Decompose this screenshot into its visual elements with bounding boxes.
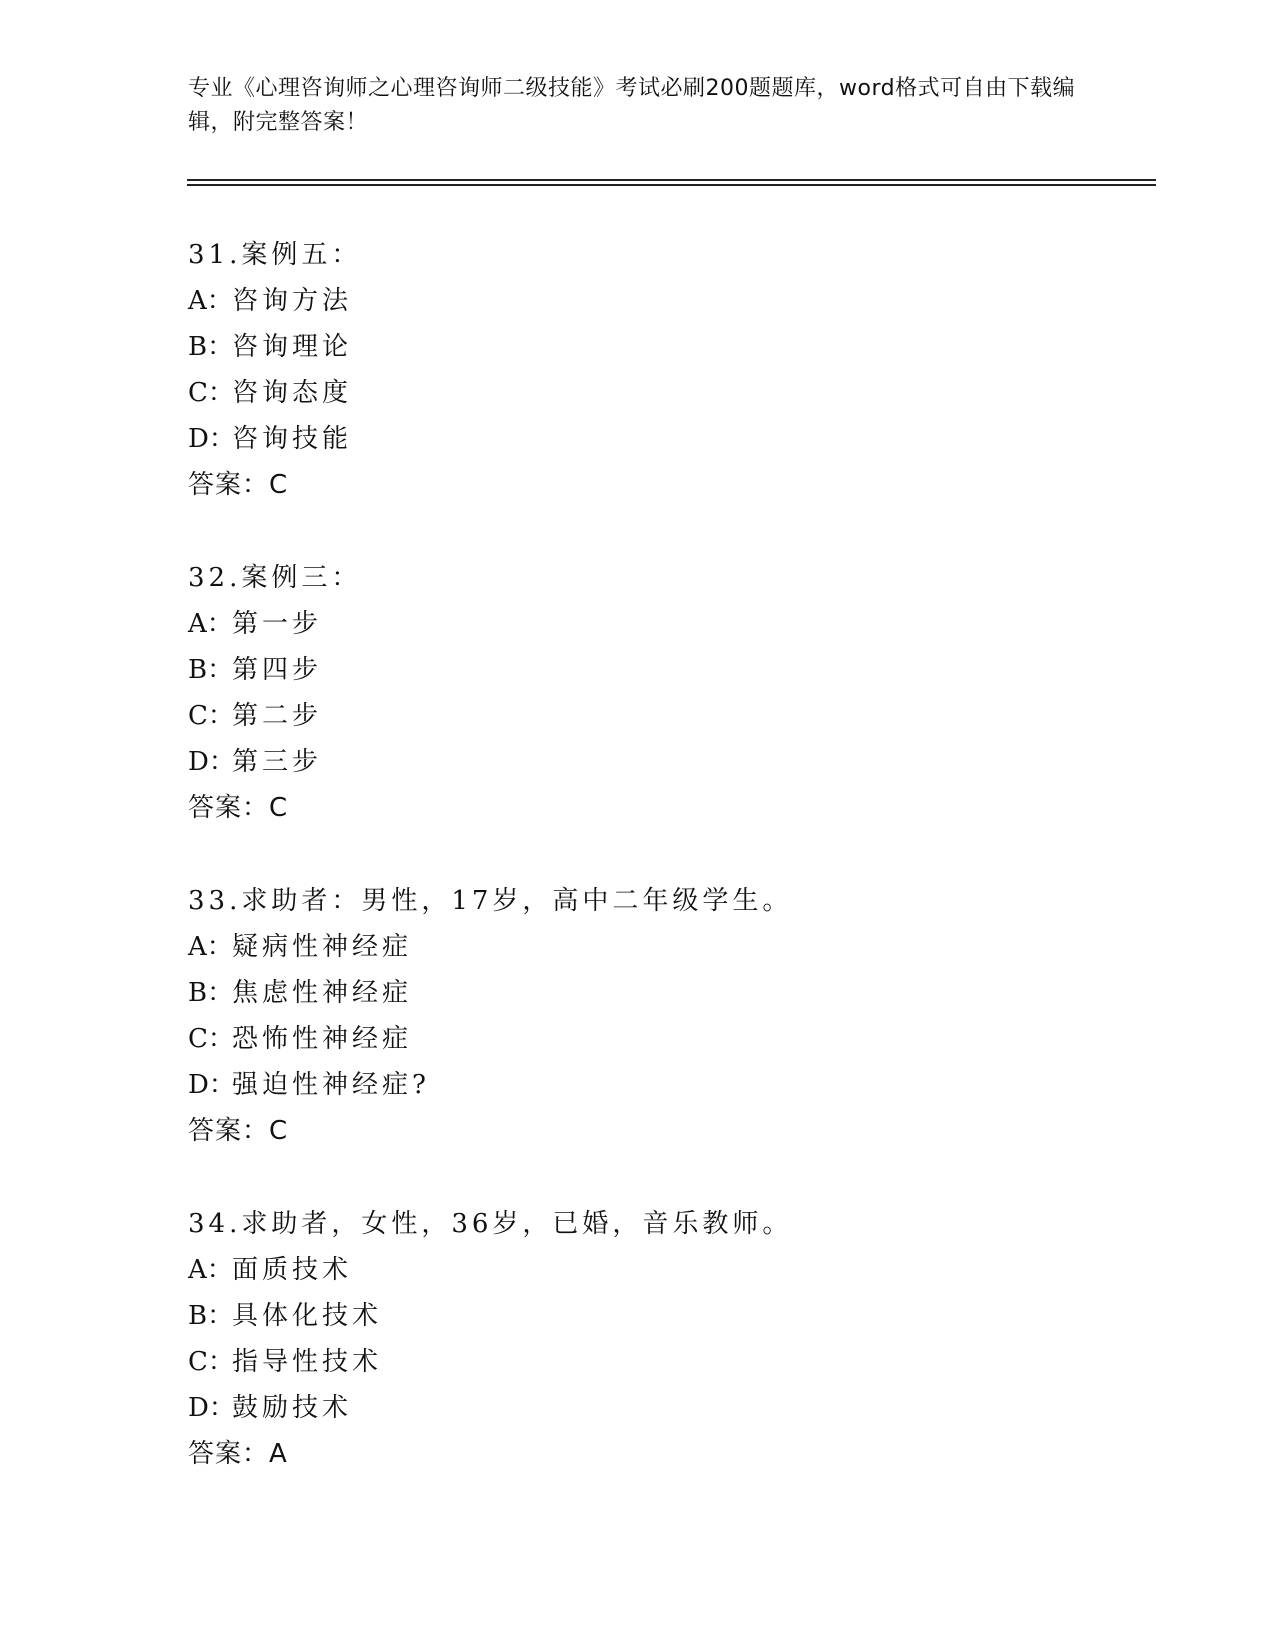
option-text: 第四步 xyxy=(232,655,323,685)
document-header: 专业《心理咨询师之心理咨询师二级技能》考试必刷200题题库，word格式可自由下载编辑，附完整答案！ xyxy=(188,76,1076,135)
answer-line: 答案：C xyxy=(188,470,289,500)
option-text: 咨询技能 xyxy=(232,424,353,454)
option-text: 咨询方法 xyxy=(232,286,353,316)
answer-line: 答案：C xyxy=(188,1116,289,1146)
question-32 xyxy=(188,555,1148,831)
option-label: A： xyxy=(188,286,233,316)
option-text: 具体化技术 xyxy=(232,1301,383,1331)
option-a xyxy=(188,278,1148,324)
question-34 xyxy=(188,1201,1148,1477)
option-b xyxy=(188,647,1148,693)
option-label: C： xyxy=(188,1024,234,1054)
option-d xyxy=(188,1062,1148,1108)
option-label: C： xyxy=(188,701,234,731)
question-list xyxy=(188,232,1148,1524)
option-d xyxy=(188,1385,1148,1431)
option-label: D： xyxy=(188,424,235,454)
option-text: 鼓励技术 xyxy=(232,1393,353,1423)
option-c xyxy=(188,370,1148,416)
option-text: 第一步 xyxy=(232,609,323,639)
option-text: 指导性技术 xyxy=(232,1347,383,1377)
option-text: 面质技术 xyxy=(232,1255,353,1285)
header-divider-top xyxy=(187,179,1156,181)
option-d xyxy=(188,416,1148,462)
option-text: 强迫性神经症? xyxy=(232,1070,430,1100)
option-label: A： xyxy=(188,1255,233,1285)
option-label: A： xyxy=(188,609,233,639)
option-label: C： xyxy=(188,1347,234,1377)
option-c xyxy=(188,693,1148,739)
option-label: B： xyxy=(188,1301,234,1331)
option-a xyxy=(188,1247,1148,1293)
option-text: 疑病性神经症 xyxy=(232,932,413,962)
option-a xyxy=(188,924,1148,970)
option-c xyxy=(188,1016,1148,1062)
option-label: B： xyxy=(188,332,234,362)
option-text: 咨询态度 xyxy=(232,378,353,408)
option-text: 第三步 xyxy=(232,747,323,777)
question-stem: 32.案例三： xyxy=(188,563,362,593)
question-stem: 31.案例五： xyxy=(188,240,362,270)
option-b xyxy=(188,1293,1148,1339)
question-stem: 34.求助者，女性，36岁，已婚，音乐教师。 xyxy=(188,1209,793,1239)
answer-line: 答案：C xyxy=(188,793,289,823)
option-b xyxy=(188,324,1148,370)
option-label: B： xyxy=(188,655,234,685)
option-label: C： xyxy=(188,378,234,408)
option-label: D： xyxy=(188,1393,235,1423)
header-divider-bottom xyxy=(187,184,1156,186)
option-b xyxy=(188,970,1148,1016)
option-text: 恐怖性神经症 xyxy=(232,1024,413,1054)
question-31 xyxy=(188,232,1148,508)
option-c xyxy=(188,1339,1148,1385)
option-label: D： xyxy=(188,747,235,777)
option-a xyxy=(188,601,1148,647)
question-stem: 33.求助者：男性，17岁，高中二年级学生。 xyxy=(188,886,793,916)
option-text: 咨询理论 xyxy=(232,332,353,362)
option-text: 焦虑性神经症 xyxy=(232,978,413,1008)
question-33 xyxy=(188,878,1148,1154)
answer-line: 答案：A xyxy=(188,1439,288,1469)
option-label: D： xyxy=(188,1070,235,1100)
option-label: B： xyxy=(188,978,234,1008)
option-d xyxy=(188,739,1148,785)
option-label: A： xyxy=(188,932,233,962)
option-text: 第二步 xyxy=(232,701,323,731)
